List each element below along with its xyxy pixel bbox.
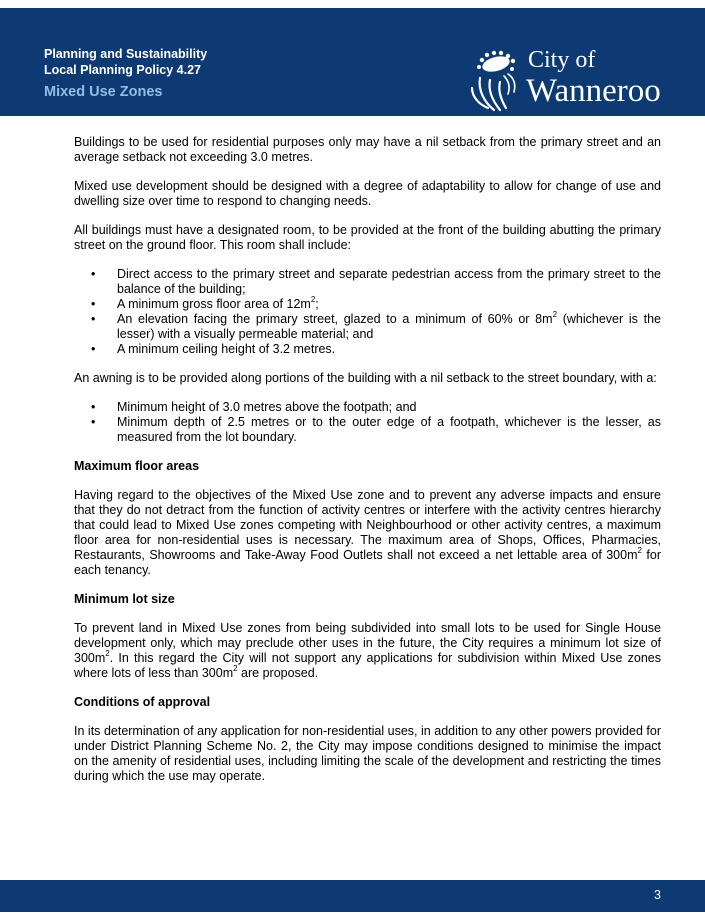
awning-requirements-list — [74, 400, 661, 445]
logo-text-wanneroo: Wanneroo — [526, 73, 661, 109]
superscript: 2 — [233, 663, 238, 673]
page-number: 3 — [654, 888, 661, 902]
list-item-text: Minimum height of 3.0 metres above the footpath; and — [117, 400, 417, 414]
header-department: Planning and Sustainability — [44, 47, 208, 61]
list-item — [74, 267, 661, 297]
list-item — [74, 294, 661, 312]
header-policy-title: Mixed Use Zones — [44, 84, 163, 100]
page-header — [0, 8, 705, 116]
superscript: 2 — [310, 294, 316, 304]
superscript: 2 — [637, 545, 642, 555]
paragraph-text: for each tenancy. — [74, 548, 662, 577]
top-margin — [0, 0, 705, 8]
bullet-icon: • — [91, 297, 96, 311]
paragraph-conditions-of-approval: In its determination of any application for non-residential uses, in addition to any other powers provided for under District Planning Scheme No. 2, the City may impose conditions designed to minimise the impact on the amenity of residential uses, including limiting the scale of the development and restricting the times during which the use may operate. — [74, 724, 661, 783]
list-item — [74, 400, 661, 415]
paragraph-designated-room: All buildings must have a designated room, to be provided at the front of the building abutting the primary street on the ground floor. This room shall include: — [74, 223, 661, 252]
bullet-icon: • — [91, 400, 96, 414]
list-item-text: An elevation facing the primary street, glazed to a minimum of 60% or 8m — [117, 312, 553, 326]
list-item-text: A minimum gross floor area of 12m — [117, 297, 311, 311]
paragraph-residential-setback: Buildings to be used for residential purposes only may have a nil setback from the primary street and an average setback not exceeding 3.0 metres. — [74, 135, 661, 164]
superscript: 2 — [552, 309, 558, 319]
heading-maximum-floor-areas: Maximum floor areas — [74, 459, 200, 473]
header-policy-number: Local Planning Policy 4.27 — [44, 63, 201, 77]
list-item-text: Minimum depth of 2.5 metres or to the outer edge of a footpath, whichever is the lesser, as measured from the lot boundary. — [117, 415, 661, 444]
list-item-text: ; — [315, 297, 319, 311]
paragraph-adaptability: Mixed use development should be designed with a degree of adaptability to allow for change of use and dwelling size over time to respond to changing needs. — [74, 179, 661, 208]
city-of-wanneroo-logo — [470, 46, 680, 116]
document-body — [74, 135, 661, 798]
paragraph-text: To prevent land in Mixed Use zones from being subdivided into small lots to be used for Single House development only, which may preclude other uses in the future, the City requires a minimum lot size of 300m — [74, 621, 661, 665]
bullet-icon: • — [91, 267, 96, 281]
paragraph-text: Having regard to the objectives of the Mixed Use zone and to prevent any adverse impacts and ensure that they do not detract from the function of activity centres or interfere with the activity centres hierarchy that could lead to Mixed Use zones competing with Neighbourhood or other activity centres, a maximum floor area for non-residential uses is necessary. The maximum area of Shops, Offices, Pharmacies, Restaurants, Showrooms and Take-Away Food Outlets shall not exceed a net lettable area of 300m — [74, 488, 661, 562]
superscript: 2 — [105, 648, 110, 658]
logo-text-city-of: City of — [528, 47, 596, 73]
bullet-icon: • — [91, 312, 96, 326]
list-item — [74, 342, 661, 357]
list-item-text: (whichever is the lesser) with a visually permeable material; and — [117, 312, 661, 341]
paragraph-text: . In this regard the City will not support any applications for subdivision within Mixed Use zones where lots of less than 300m — [74, 651, 661, 680]
header-text — [44, 46, 207, 100]
list-item-text: A minimum ceiling height of 3.2 metres. — [117, 342, 336, 356]
heading-minimum-lot-size: Minimum lot size — [74, 592, 175, 606]
bullet-icon: • — [91, 342, 96, 356]
designated-room-requirements-list — [74, 267, 661, 357]
paragraph-maximum-floor-areas — [74, 488, 661, 578]
banksia-flower-icon — [470, 50, 520, 112]
list-item — [74, 415, 661, 445]
paragraph-awning: An awning is to be provided along portions of the building with a nil setback to the street boundary, with a: — [74, 371, 657, 385]
heading-conditions-of-approval: Conditions of approval — [74, 695, 211, 709]
paragraph-text: are proposed. — [237, 666, 319, 680]
bullet-icon: • — [91, 415, 96, 429]
list-item-text: Direct access to the primary street and separate pedestrian access from the primary street to the balance of the building; — [117, 267, 661, 296]
page-footer — [0, 880, 705, 912]
paragraph-minimum-lot-size — [74, 621, 661, 681]
list-item — [74, 309, 661, 342]
